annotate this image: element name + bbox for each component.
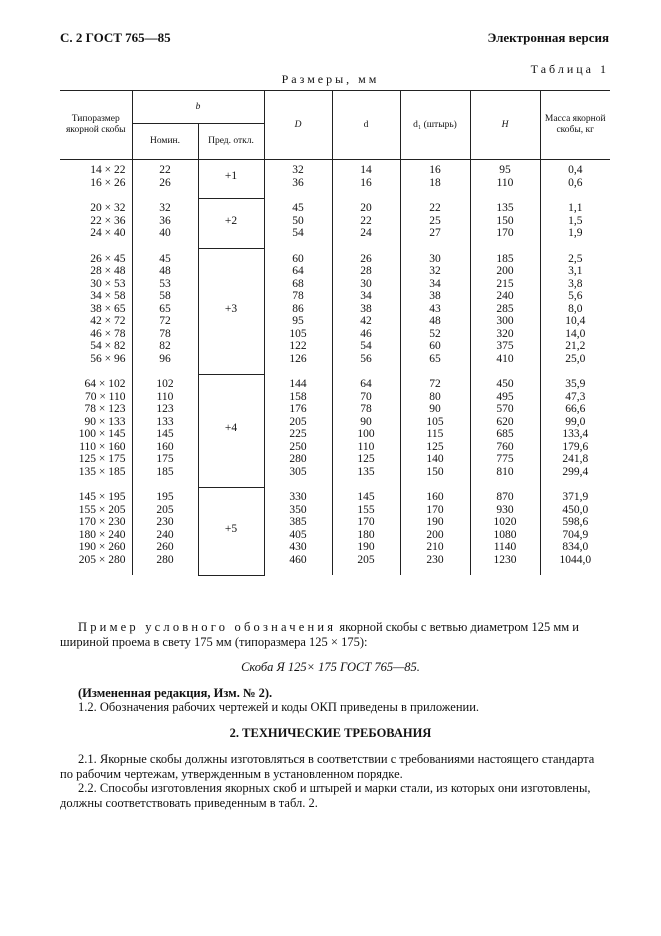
- cell-D: [264, 249, 332, 375]
- cell-value: 135: [357, 465, 375, 478]
- cell-value: 95: [292, 315, 304, 327]
- cell-value: 14,0: [565, 327, 586, 340]
- cell-value: 160: [426, 491, 444, 503]
- cell-value: 45: [159, 252, 171, 265]
- cell-value: 405: [289, 528, 307, 541]
- cell-value: 20 × 32: [90, 202, 126, 214]
- cell-value: 14 × 22: [90, 164, 126, 176]
- cell-value: 145 × 195: [78, 491, 126, 503]
- cell-value: 170: [496, 227, 514, 239]
- cell-value: 260: [156, 541, 174, 553]
- table-body: [60, 160, 610, 576]
- cell-D: [264, 160, 332, 199]
- cell-value: 30: [360, 277, 372, 290]
- cell-value: 205: [156, 503, 174, 516]
- cell-value: 38 × 65: [90, 302, 126, 315]
- cell-value: 122: [289, 340, 307, 352]
- cell-value: 155: [357, 503, 375, 516]
- cell-type: [60, 374, 132, 487]
- cell-value: 125 × 175: [78, 453, 126, 465]
- cell-value: 145: [156, 428, 174, 440]
- cell-value: 430: [289, 541, 307, 553]
- cell-value: 930: [496, 503, 514, 516]
- cell-value: 48: [429, 315, 441, 327]
- cell-value: 70: [360, 390, 372, 403]
- cell-value: 82: [159, 340, 171, 352]
- cell-value: 54: [292, 227, 304, 239]
- table-row-group: [60, 249, 610, 375]
- cell-value: 90 × 133: [84, 415, 126, 428]
- cell-value: 78: [360, 403, 372, 415]
- cell-value: 810: [496, 465, 514, 478]
- cell-value: 190: [426, 516, 444, 528]
- cell-value: 26: [159, 176, 171, 189]
- cell-value: 170 × 230: [78, 516, 126, 528]
- cell-value: 50: [292, 214, 304, 227]
- cell-b-tolerance: +4: [198, 374, 264, 487]
- cell-value: 200: [426, 528, 444, 541]
- cell-mass: [540, 160, 610, 199]
- cell-value: 250: [289, 440, 307, 453]
- cell-H: [470, 249, 540, 375]
- cell-value: 8,0: [568, 302, 583, 315]
- cell-value: 685: [496, 428, 514, 440]
- cell-value: 22: [429, 202, 441, 214]
- cell-value: 72: [159, 315, 171, 327]
- cell-value: 18: [429, 176, 441, 189]
- cell-value: 240: [496, 290, 514, 302]
- cell-d: [332, 374, 400, 487]
- cell-value: 215: [496, 277, 514, 290]
- cell-value: 5,6: [568, 290, 583, 302]
- cell-value: 190 × 260: [78, 541, 126, 553]
- amendment-note: (Измененная редакция, Изм. № 2).: [78, 686, 273, 700]
- cell-value: 230: [156, 516, 174, 528]
- cell-value: 385: [289, 516, 307, 528]
- cell-b-nominal: [132, 374, 198, 487]
- cell-type: [60, 487, 132, 575]
- cell-value: 46: [360, 327, 372, 340]
- cell-d: [332, 198, 400, 249]
- cell-value: 285: [496, 302, 514, 315]
- cell-value: 86: [292, 302, 304, 315]
- cell-value: 26: [360, 252, 372, 265]
- cell-value: 10,4: [565, 315, 586, 327]
- cell-value: 110: [156, 390, 174, 403]
- cell-value: 125: [426, 440, 444, 453]
- header-mass: Масса якорной скобы, кг: [540, 91, 610, 160]
- cell-value: 115: [426, 428, 444, 440]
- cell-value: 460: [289, 553, 307, 566]
- cell-value: 180 × 240: [78, 528, 126, 541]
- cell-type: [60, 160, 132, 199]
- cell-value: 155 × 205: [78, 503, 126, 516]
- cell-value: 24: [360, 227, 372, 239]
- cell-value: 145: [357, 491, 375, 503]
- cell-value: 450: [496, 378, 514, 390]
- cell-value: 280: [156, 553, 174, 566]
- cell-value: 95: [499, 164, 511, 176]
- cell-value: 3,1: [568, 265, 583, 277]
- table-row-group: [60, 160, 610, 199]
- cell-value: 58: [159, 290, 171, 302]
- cell-value: 38: [360, 302, 372, 315]
- header-b-tolerance: Пред. откл.: [198, 124, 264, 160]
- cell-value: 34 × 58: [90, 290, 126, 302]
- table-row-group: [60, 374, 610, 487]
- cell-value: 90: [429, 403, 441, 415]
- cell-value: 80: [429, 390, 441, 403]
- cell-value: 64: [292, 265, 304, 277]
- cell-value: 305: [289, 465, 307, 478]
- cell-value: 185: [496, 252, 514, 265]
- cell-value: 135: [496, 202, 514, 214]
- cell-value: 20: [360, 202, 372, 214]
- cell-value: 60: [429, 340, 441, 352]
- cell-d1: [400, 160, 470, 199]
- cell-value: 32: [429, 265, 441, 277]
- cell-value: 1080: [493, 528, 517, 541]
- cell-value: 834,0: [562, 541, 589, 553]
- cell-value: 56 × 96: [90, 352, 126, 365]
- cell-value: 200: [496, 265, 514, 277]
- cell-value: 47,3: [565, 390, 586, 403]
- cell-value: 375: [496, 340, 514, 352]
- cell-value: 195: [156, 491, 174, 503]
- cell-value: 56: [360, 352, 372, 365]
- cell-b-nominal: [132, 198, 198, 249]
- header-D: D: [264, 91, 332, 160]
- cell-d1: [400, 487, 470, 575]
- cell-value: 158: [289, 390, 307, 403]
- cell-value: 135 × 185: [78, 465, 126, 478]
- cell-value: 1,5: [568, 214, 583, 227]
- cell-value: 450,0: [562, 503, 589, 516]
- cell-value: 350: [289, 503, 307, 516]
- cell-value: 176: [289, 403, 307, 415]
- header-H: H: [470, 91, 540, 160]
- cell-b-tolerance: +1: [198, 160, 264, 199]
- cell-value: 205: [357, 553, 375, 566]
- cell-value: 0,6: [568, 176, 583, 189]
- cell-d1: [400, 249, 470, 375]
- cell-value: 53: [159, 277, 171, 290]
- cell-value: 144: [289, 378, 307, 390]
- cell-value: 760: [496, 440, 514, 453]
- cell-mass: [540, 198, 610, 249]
- cell-value: 34: [360, 290, 372, 302]
- cell-value: 52: [429, 327, 441, 340]
- cell-value: 64: [360, 378, 372, 390]
- cell-value: 38: [429, 290, 441, 302]
- cell-b-tolerance: +2: [198, 198, 264, 249]
- cell-value: 300: [496, 315, 514, 327]
- cell-value: 150: [426, 465, 444, 478]
- cell-value: 28 × 48: [90, 265, 126, 277]
- cell-value: 620: [496, 415, 514, 428]
- cell-value: 30 × 53: [90, 277, 126, 290]
- cell-value: 35,9: [565, 378, 586, 390]
- cell-value: 43: [429, 302, 441, 315]
- cell-value: 60: [292, 252, 304, 265]
- cell-value: 28: [360, 265, 372, 277]
- cell-value: 371,9: [562, 491, 589, 503]
- table-header: [60, 91, 610, 160]
- cell-value: 0,4: [568, 164, 583, 176]
- cell-value: 24 × 40: [90, 227, 126, 239]
- cell-value: 410: [496, 352, 514, 365]
- cell-value: 190: [357, 541, 375, 553]
- cell-mass: [540, 249, 610, 375]
- cell-value: 870: [496, 491, 514, 503]
- cell-value: 1044,0: [559, 553, 592, 566]
- header-d1: d₁ (штырь): [400, 91, 470, 160]
- example-lead: Пример условного обозначения: [78, 620, 337, 634]
- cell-value: 45: [292, 202, 304, 214]
- cell-value: 775: [496, 453, 514, 465]
- cell-value: 125: [357, 453, 375, 465]
- cell-value: 96: [159, 352, 171, 365]
- cell-D: [264, 374, 332, 487]
- cell-value: 110 × 160: [79, 440, 126, 453]
- cell-value: 40: [159, 227, 171, 239]
- cell-b-nominal: [132, 487, 198, 575]
- cell-value: 16: [360, 176, 372, 189]
- cell-value: 42: [360, 315, 372, 327]
- cell-value: 64 × 102: [84, 378, 126, 390]
- cell-value: 126: [289, 352, 307, 365]
- cell-d1: [400, 198, 470, 249]
- cell-value: 3,8: [568, 277, 583, 290]
- cell-value: 320: [496, 327, 514, 340]
- cell-value: 42 × 72: [90, 315, 126, 327]
- cell-value: 30: [429, 252, 441, 265]
- dimensions-table: [60, 90, 610, 576]
- cell-value: 100: [357, 428, 375, 440]
- cell-value: 133,4: [562, 428, 589, 440]
- cell-value: 102: [156, 378, 174, 390]
- cell-D: [264, 198, 332, 249]
- cell-value: 100 × 145: [78, 428, 126, 440]
- cell-D: [264, 487, 332, 575]
- cell-b-nominal: [132, 160, 198, 199]
- cell-value: 241,8: [562, 453, 589, 465]
- cell-value: 78: [159, 327, 171, 340]
- example-text: якорной скобы с ветвью диаметром 125 мм и шириной проема в свету 175 мм (типоразмера 125 × 175):: [60, 620, 579, 649]
- cell-value: 170: [357, 516, 375, 528]
- cell-d: [332, 160, 400, 199]
- cell-value: 175: [156, 453, 174, 465]
- cell-value: 110: [357, 440, 375, 453]
- cell-value: 1,9: [568, 227, 583, 239]
- cell-value: 46 × 78: [90, 327, 126, 340]
- cell-value: 14: [360, 164, 372, 176]
- header-d: d: [332, 91, 400, 160]
- cell-value: 54 × 82: [90, 340, 126, 352]
- cell-value: 26 × 45: [90, 252, 126, 265]
- cell-value: 230: [426, 553, 444, 566]
- cell-value: 25,0: [565, 352, 586, 365]
- cell-value: 598,6: [562, 516, 589, 528]
- cell-value: 570: [496, 403, 514, 415]
- cell-value: 150: [496, 214, 514, 227]
- cell-value: 2,5: [568, 252, 583, 265]
- table-row-group: [60, 487, 610, 575]
- cell-value: 105: [289, 327, 307, 340]
- table-number: Таблица 1: [530, 62, 609, 76]
- cell-value: 1140: [493, 541, 517, 553]
- cell-value: 32: [159, 202, 171, 214]
- cell-value: 70 × 110: [84, 390, 126, 403]
- header-b-nominal: Номин.: [132, 124, 198, 160]
- cell-value: 66,6: [565, 403, 586, 415]
- page-header-edition: Электронная версия: [487, 30, 609, 45]
- cell-value: 54: [360, 340, 372, 352]
- cell-value: 1230: [493, 553, 517, 566]
- cell-value: 225: [289, 428, 307, 440]
- cell-value: 27: [429, 227, 441, 239]
- cell-value: 72: [429, 378, 441, 390]
- cell-value: 123: [156, 403, 174, 415]
- cell-H: [470, 160, 540, 199]
- cell-value: 205 × 280: [78, 553, 126, 566]
- cell-value: 48: [159, 265, 171, 277]
- cell-value: 704,9: [562, 528, 589, 541]
- cell-value: 22: [360, 214, 372, 227]
- cell-value: 65: [429, 352, 441, 365]
- table-row-group: [60, 198, 610, 249]
- cell-value: 1020: [493, 516, 517, 528]
- cell-value: 495: [496, 390, 514, 403]
- cell-value: 140: [426, 453, 444, 465]
- cell-value: 21,2: [565, 340, 586, 352]
- cell-value: 160: [156, 440, 174, 453]
- cell-value: 78: [292, 290, 304, 302]
- example-designation: Скоба Я 125× 175 ГОСТ 765—85.: [241, 660, 420, 674]
- cell-value: 110: [496, 176, 514, 189]
- page-header-designation: С. 2 ГОСТ 765—85: [60, 30, 171, 45]
- paragraph-1-2: 1.2. Обозначения рабочих чертежей и коды ОКП приведены в приложении.: [78, 700, 480, 714]
- cell-value: 25: [429, 214, 441, 227]
- cell-type: [60, 198, 132, 249]
- cell-value: 99,0: [565, 415, 586, 428]
- cell-b-nominal: [132, 249, 198, 375]
- cell-value: 34: [429, 277, 441, 290]
- cell-value: 185: [156, 465, 174, 478]
- cell-value: 205: [289, 415, 307, 428]
- cell-value: 170: [426, 503, 444, 516]
- cell-d: [332, 249, 400, 375]
- cell-H: [470, 374, 540, 487]
- cell-value: 16: [429, 164, 441, 176]
- cell-value: 16 × 26: [90, 176, 126, 189]
- paragraph-2-2: 2.2. Способы изготовления якорных скоб и штырей и марки стали, из которых они изготовлены, должны соответствовать приведенным в табл. 2.: [60, 781, 591, 810]
- cell-b-tolerance: +3: [198, 249, 264, 375]
- cell-value: 36: [159, 214, 171, 227]
- header-type: Типоразмер якорной скобы: [60, 91, 132, 160]
- cell-b-tolerance: +5: [198, 487, 264, 575]
- cell-value: 90: [360, 415, 372, 428]
- cell-mass: [540, 374, 610, 487]
- cell-type: [60, 249, 132, 375]
- cell-value: 330: [289, 491, 307, 503]
- cell-value: 105: [426, 415, 444, 428]
- example-paragraph: [60, 620, 610, 650]
- cell-value: 133: [156, 415, 174, 428]
- cell-mass: [540, 487, 610, 575]
- cell-value: 78 × 123: [84, 403, 126, 415]
- paragraph-2-1: 2.1. Якорные скобы должны изготовляться в соответствии с требованиями настоящего стандарта по рабочим чертежам, утвержденным в установленном порядке.: [60, 752, 595, 781]
- cell-value: 210: [426, 541, 444, 553]
- cell-H: [470, 487, 540, 575]
- cell-value: 1,1: [568, 202, 583, 214]
- cell-value: 180: [357, 528, 375, 541]
- cell-value: 179,6: [562, 440, 589, 453]
- cell-value: 36: [292, 176, 304, 189]
- cell-value: 68: [292, 277, 304, 290]
- section-title: 2. ТЕХНИЧЕСКИЕ ТРЕБОВАНИЯ: [229, 726, 432, 740]
- cell-value: 65: [159, 302, 171, 315]
- cell-value: 32: [292, 164, 304, 176]
- table-units-caption: Размеры, мм: [281, 72, 380, 86]
- cell-value: 280: [289, 453, 307, 465]
- header-b: b: [132, 91, 264, 124]
- cell-d1: [400, 374, 470, 487]
- cell-H: [470, 198, 540, 249]
- cell-d: [332, 487, 400, 575]
- cell-value: 240: [156, 528, 174, 541]
- cell-value: 299,4: [562, 465, 589, 478]
- cell-value: 22 × 36: [90, 214, 126, 227]
- cell-value: 22: [159, 164, 171, 176]
